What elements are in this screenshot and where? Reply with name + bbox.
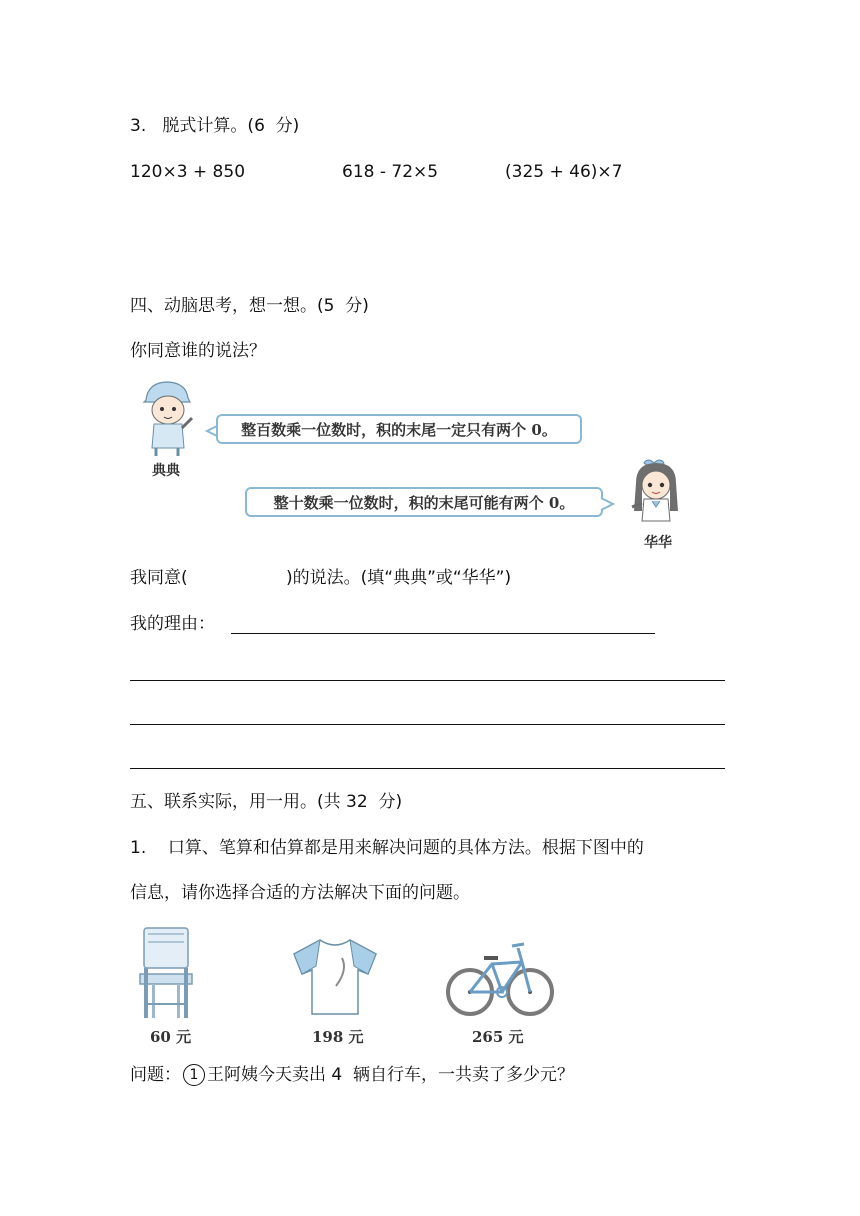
answer-line [130,768,725,769]
chair-icon [138,926,194,1022]
reason-label: 我的理由： [130,614,215,634]
tshirt-icon [292,936,378,1016]
speech-bubble-2: 整十数乘一位数时，积的末尾可能有两个 0。 [245,487,603,517]
bicycle-icon [444,938,554,1018]
reason-answer-line [231,633,655,634]
problem-prefix: 问题： [130,1065,181,1085]
bicycle-price: 265 元 [472,1028,524,1046]
person1-name: 典典 [152,463,180,479]
person2-name: 华华 [644,535,672,551]
section4-question: 你同意谁的说法？ [130,341,266,361]
girl-icon [626,455,686,533]
expression-1: 120×3 + 850 [130,162,246,182]
q1-text-line1: 1. 口算、笔算和估算都是用来解决问题的具体方法。根据下图中的 [130,838,644,858]
speech-bubble-1: 整百数乘一位数时，积的末尾一定只有两个 0。 [216,414,582,444]
agree-suffix: )的说法。(填“典典”或“华华”) [286,568,512,588]
expression-2: 618 - 72×5 [342,162,439,182]
chair-price: 60 元 [150,1028,192,1046]
answer-line [130,724,725,725]
problem-number-badge: 1 [183,1064,205,1086]
boy-icon [138,378,198,458]
problem-line [130,1064,574,1086]
bubble-pointer-right [600,497,614,511]
q3-title: 3. 脱式计算。(6 分) [130,116,300,136]
expression-3: (325 + 46)×7 [505,162,623,182]
tshirt-price: 198 元 [312,1028,364,1046]
q1-text-line2: 信息，请你选择合适的方法解决下面的问题。 [130,883,470,903]
section4-title: 四、动脑思考，想一想。(5 分) [130,296,369,316]
section5-title: 五、联系实际，用一用。(共 32 分) [130,792,403,812]
agree-prefix: 我同意( [130,568,188,588]
answer-line [130,680,725,681]
problem-text: 王阿姨今天卖出 4 辆自行车，一共卖了多少元？ [207,1065,575,1085]
